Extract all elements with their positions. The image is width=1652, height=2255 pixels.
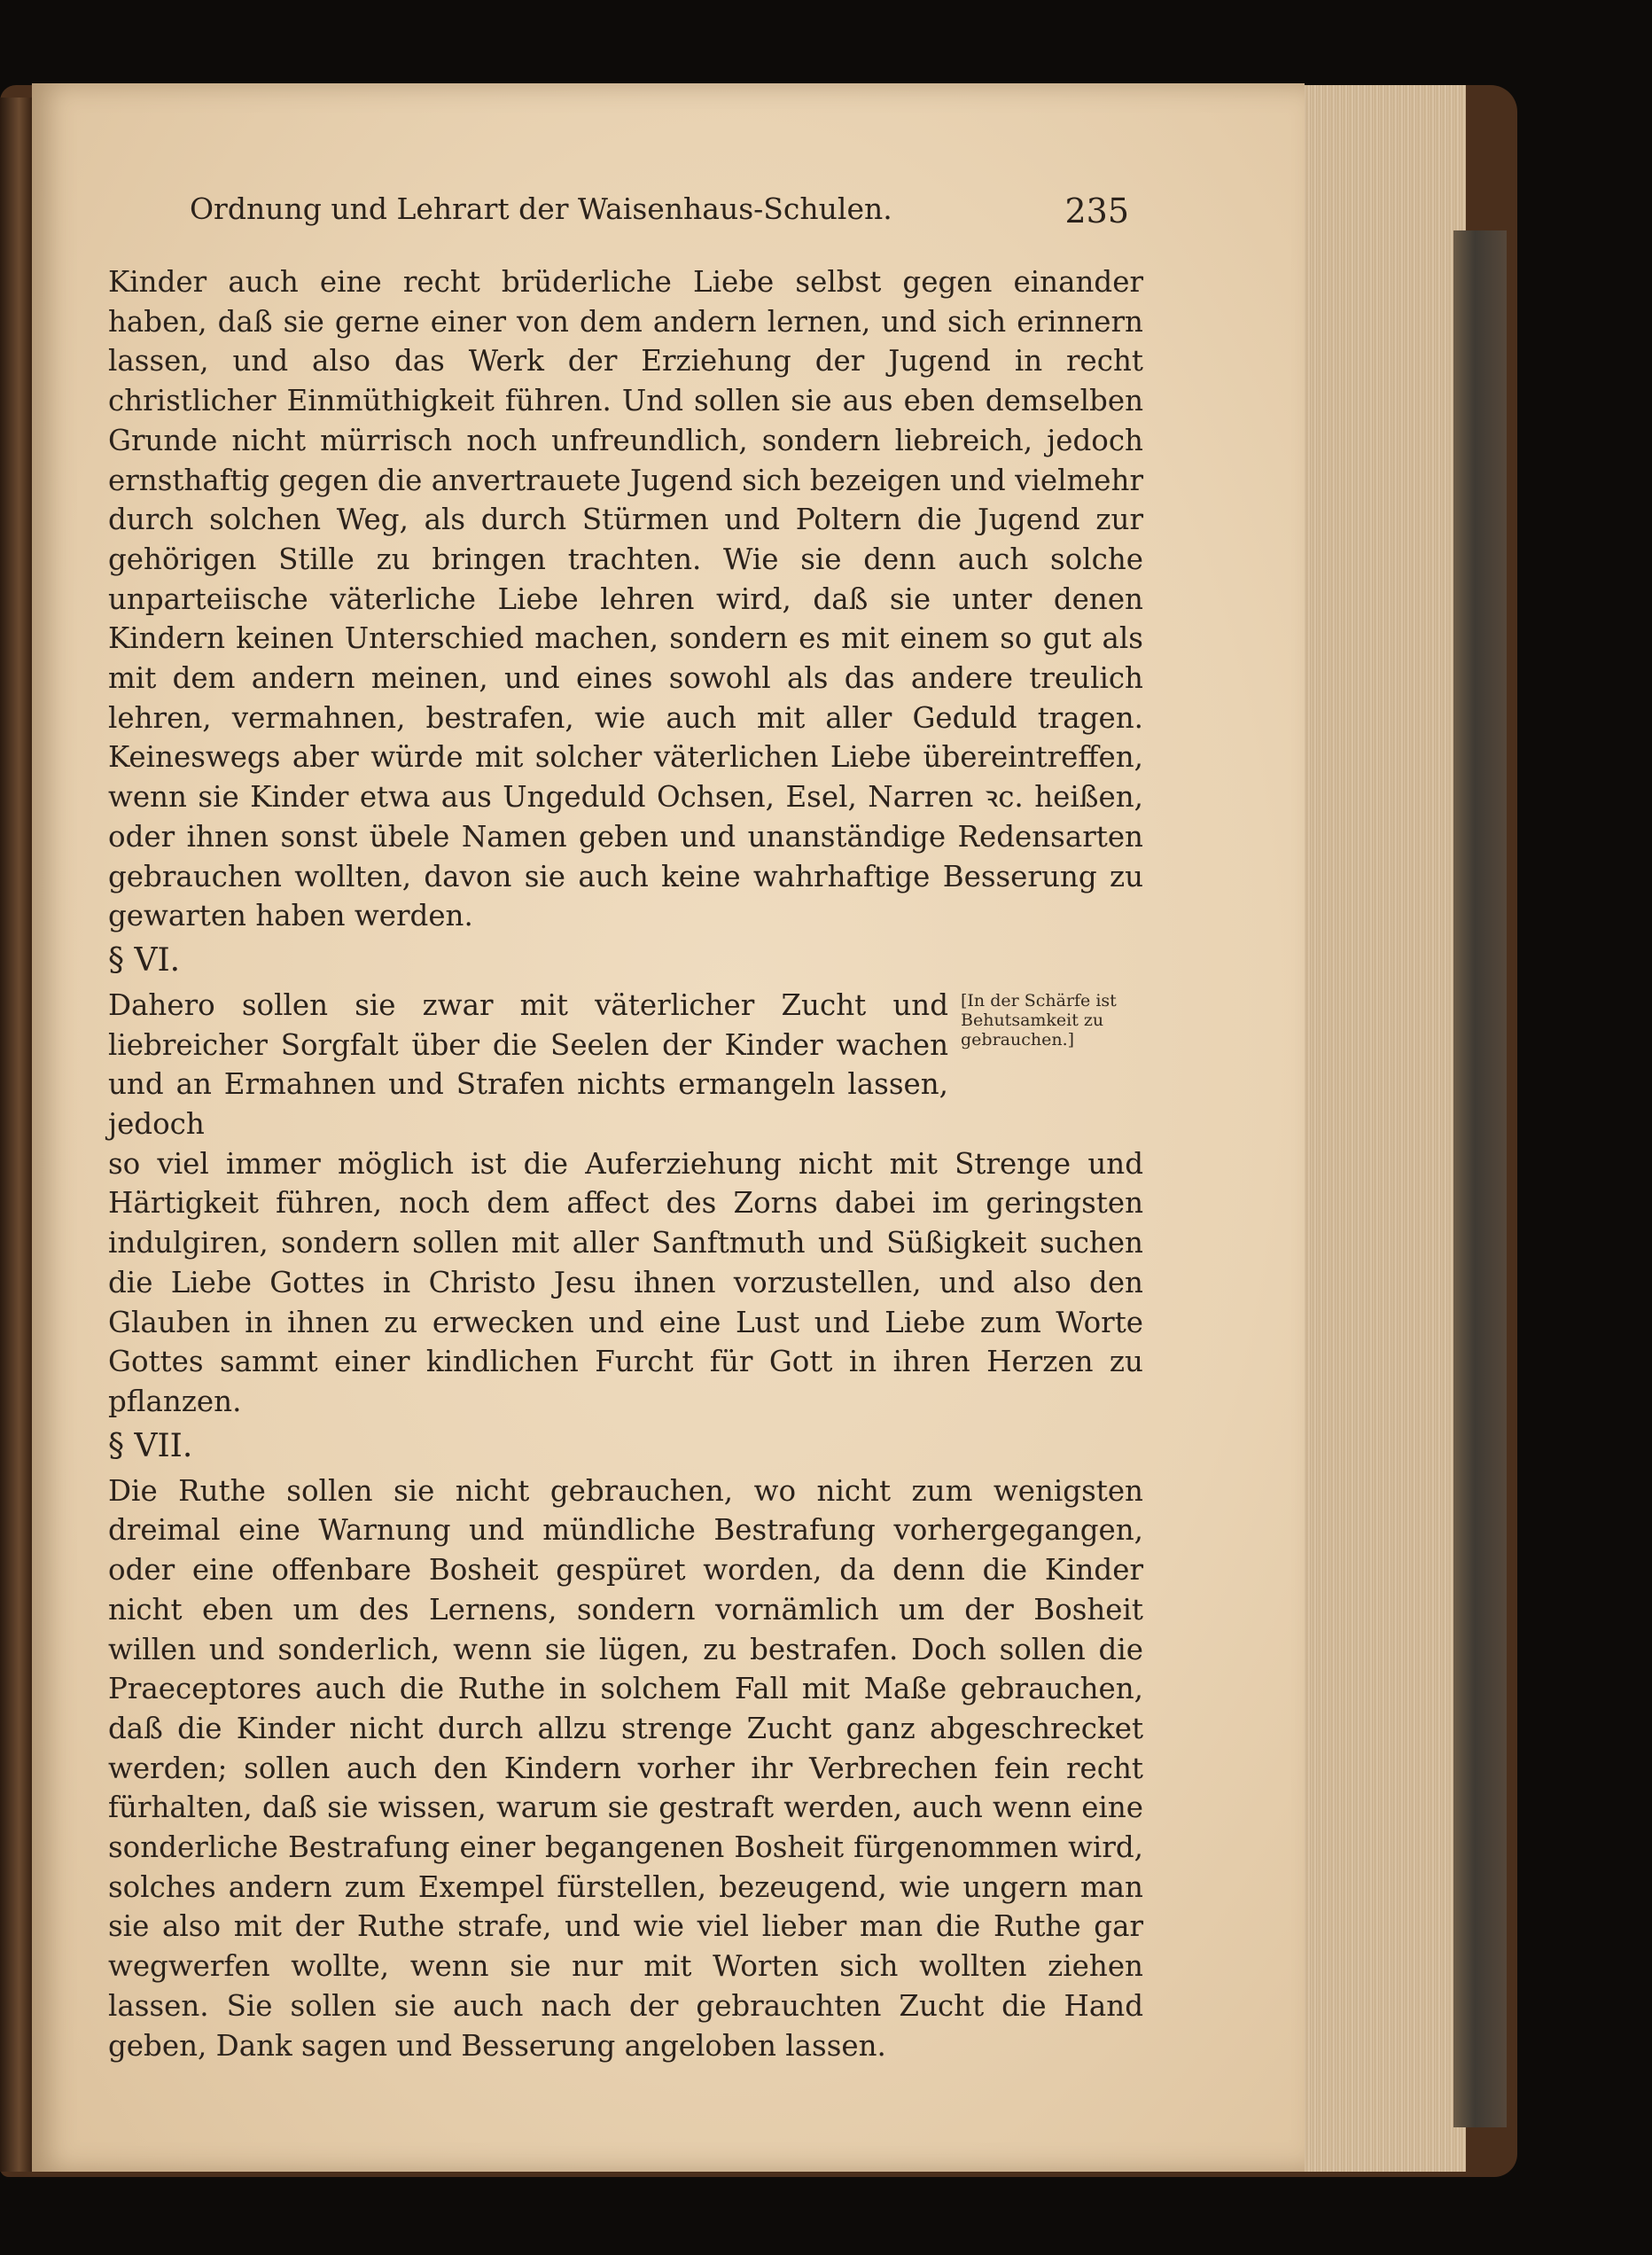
- running-title: Ordnung und Lehrart der Waisenhaus-Schulen.: [190, 191, 892, 226]
- running-header: [190, 191, 1129, 236]
- paragraph-3: Die Ruthe sollen sie nicht gebrauchen, wo nicht zum wenigsten dreimal eine Warnung und mündliche Bestrafung vorhergegangen, oder eine offenbare Bosheit gespüret worden, da denn die Kinder nicht eben um des Lernens, sondern vornämlich um der Bosheit willen und sonderlich, wenn sie lügen, zu bestrafen. Doch sollen die Praeceptores auch die Ruthe in solchem Fall mit Maße gebrauchen, daß die Kinder nicht durch allzu strenge Zucht ganz abgeschrecket werden; sollen auch den Kindern vorher ihr Verbrechen fein recht fürhalten, daß sie wissen, warum sie gestraft werden, auch wenn eine sonderliche Bestrafung einer begangenen Bosheit fürgenommen wird, solches andern zum Exempel fürstellen, bezeugend, wie ungern man sie also mit der Ruthe strafe, und wie viel lieber man die Ruthe gar wegwerfen wollte, wenn sie nur mit Worten sich wollten ziehen lassen. Sie sollen sie auch nach der gebrauchten Zucht die Hand geben, Dank sagen und Besserung angeloben lassen.: [108, 1473, 1143, 2063]
- section-heading-vii: § VII.: [108, 1427, 193, 1464]
- cover-edge: [1453, 230, 1507, 2127]
- margin-note: [In der Schärfe ist Behutsamkeit zu gebrauchen.]: [961, 990, 1117, 1049]
- section-heading-vi: § VI.: [108, 941, 181, 979]
- page-number: 235: [1064, 191, 1129, 230]
- paragraph-2-block: [108, 986, 1143, 1144]
- paragraph-2-lead: Dahero sollen sie zwar mit väterlicher Zucht und liebreicher Sorgfalt über die Seelen der Kinder wachen und an Ermahnen und Strafen nichts ermangeln lassen, jedoch: [108, 987, 948, 1142]
- body-text: [108, 262, 1143, 2065]
- book-spine: [0, 98, 32, 2172]
- paragraph-2-rest: so viel immer möglich ist die Auferziehung nicht mit Strenge und Härtigkeit führen, noch dem affect des Zorns dabei im geringsten indulgiren, sondern sollen mit aller Sanftmuth und Süßigkeit suchen die Liebe Gottes in Christo Jesu ihnen vorzustellen, und also den Glauben in ihnen zu erwecken und eine Lust und Liebe zum Worte Gottes sammt einer kindlichen Furcht für Gott in ihren Herzen zu pflanzen.: [108, 1146, 1143, 1418]
- page-edges: [1305, 85, 1466, 2172]
- paragraph-1: Kinder auch eine recht brüderliche Liebe selbst gegen einander haben, daß sie gerne einer von dem andern lernen, und sich erinnern lassen, und also das Werk der Erziehung der Jugend in recht christlicher Einmüthigkeit führen. Und sollen sie aus eben demselben Grunde nicht mürrisch noch unfreundlich, sondern liebreich, jedoch ernsthaftig gegen die anvertrauete Jugend sich bezeigen und vielmehr durch solchen Weg, als durch Stürmen und Poltern die Jugend zur gehörigen Stille zu bringen trachten. Wie sie denn auch solche unparteiische väterliche Liebe lehren wird, daß sie unter denen Kindern keinen Unterschied machen, sondern es mit einem so gut als mit dem andern meinen, und eines sowohl als das andere treulich lehren, vermahnen, bestrafen, wie auch mit aller Geduld tragen. Keineswegs aber würde mit solcher väterlichen Liebe übereintreffen, wenn sie Kinder etwa aus Ungeduld Ochsen, Esel, Narren ꝛc. heißen, oder ihnen sonst übele Namen geben und unanständige Redensarten gebrauchen wollten, davon sie auch keine wahrhaftige Besserung zu gewarten haben werden.: [108, 265, 1143, 933]
